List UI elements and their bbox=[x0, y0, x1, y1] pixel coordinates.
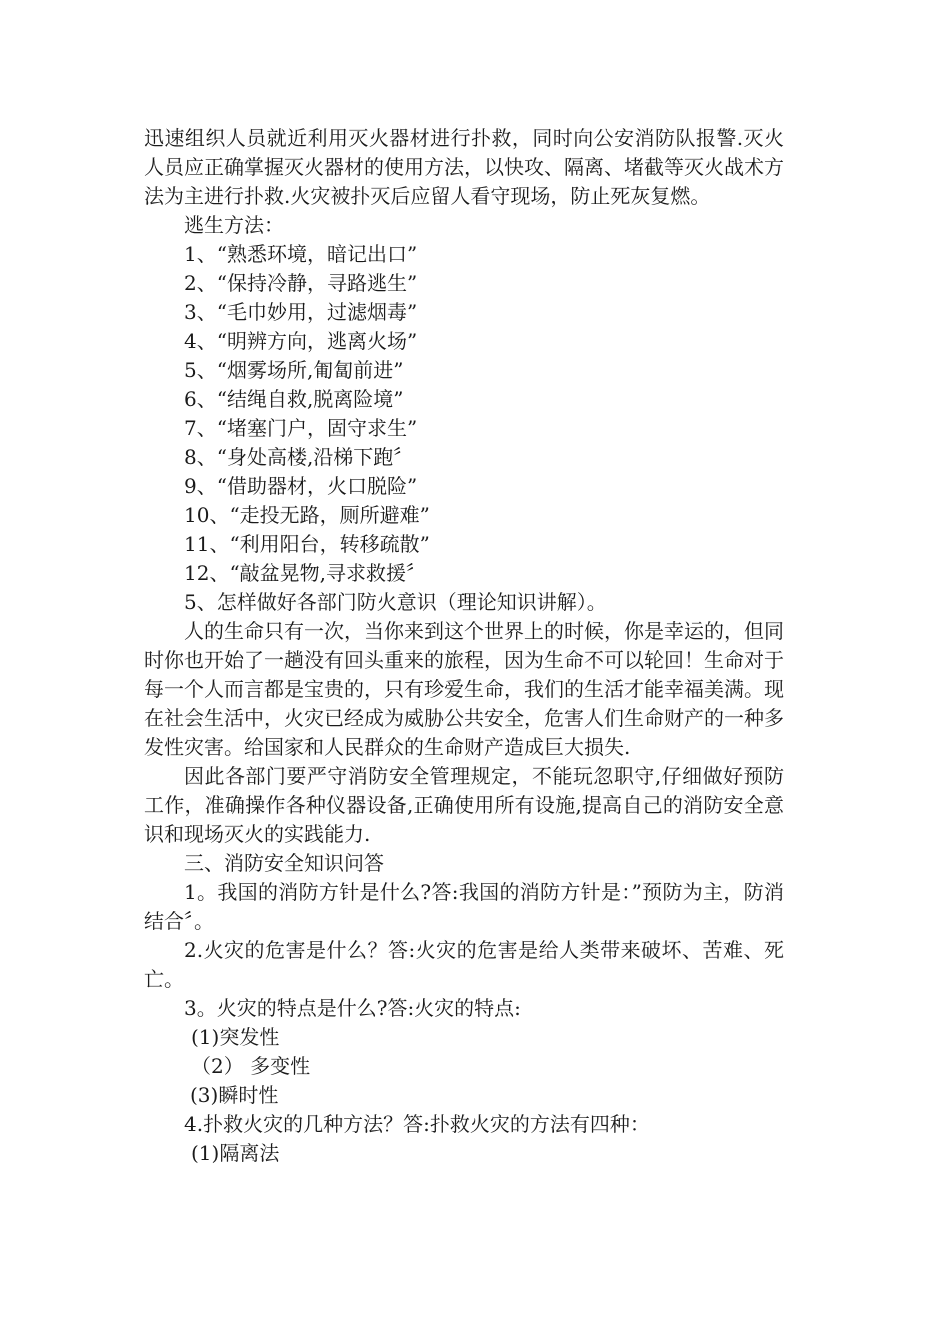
paragraph-life: 人的生命只有一次，当你来到这个世界上的时候，你是幸运的，但同时你也开始了一趟没有回头重来的旅程，因为生命不可以轮回！生命对于每一个人而言都是宝贵的，只有珍爱生命，我们的生活才能幸福美满。现在社会生活中，火灾已经成为威胁公共安全，危害人们生命财产的一种多发性灾害。给国家和人民群众的生命财产造成巨大损失. bbox=[144, 619, 784, 759]
qa-sub-item: (1)突发性 bbox=[191, 1025, 280, 1049]
document-body bbox=[144, 124, 784, 1168]
list-item: 9、“借助器材，火口脱险” bbox=[184, 474, 418, 498]
list-item: 3、“毛巾妙用，过滤烟毒” bbox=[184, 300, 418, 324]
section-heading-qa: 三、消防安全知识问答 bbox=[184, 851, 384, 875]
list-item: 2、“保持冷静，寻路逃生” bbox=[184, 271, 418, 295]
qa-item: 4.扑救火灾的几种方法？答:扑救火灾的方法有四种： bbox=[184, 1112, 650, 1136]
list-item: 8、“身处高楼,沿梯下跑〞 bbox=[184, 445, 414, 469]
qa-sub-item: (3)瞬时性 bbox=[190, 1083, 279, 1107]
list-item: 6、“结绳自救,脱离险境” bbox=[184, 387, 404, 411]
paragraph-fire-fighting: 迅速组织人员就近利用灭火器材进行扑救，同时向公安消防队报警.灭火人员应正确掌握灭火器材的使用方法，以快攻、隔离、堵截等灭火战术方法为主进行扑救.火灾被扑灭后应留人看守现场，防止死灰复燃。 bbox=[144, 126, 784, 208]
qa-sub-item: (1)隔离法 bbox=[191, 1141, 280, 1165]
list-item: 1、“熟悉环境，暗记出口” bbox=[184, 242, 418, 266]
list-item: 4、“明辨方向，逃离火场” bbox=[184, 329, 418, 353]
paragraph-departments: 因此各部门要严守消防安全管理规定，不能玩忽职守,仔细做好预防工作，准确操作各种仪器设备,正确使用所有设施,提高自己的消防安全意识和现场灭火的实践能力. bbox=[144, 764, 784, 846]
list-item: 5、“烟雾场所,匍匐前进” bbox=[184, 358, 404, 382]
qa-item: 2.火灾的危害是什么？答:火灾的危害是给人类带来破坏、苦难、死亡。 bbox=[144, 938, 784, 991]
heading-escape-methods: 逃生方法： bbox=[184, 213, 284, 237]
list-item: 7、“堵塞门户，固守求生” bbox=[184, 416, 418, 440]
list-item: 12、“敲盆晃物,寻求救援〞 bbox=[184, 561, 427, 585]
qa-sub-item: （2） 多变性 bbox=[191, 1054, 311, 1078]
list-item: 10、“走投无路，厕所避难” bbox=[184, 503, 430, 527]
section-heading-fire-awareness: 5、怎样做好各部门防火意识（理论知识讲解）。 bbox=[184, 590, 607, 614]
list-item: 11、“利用阳台，转移疏散” bbox=[184, 532, 430, 556]
qa-item: 3。火灾的特点是什么?答:火灾的特点: bbox=[184, 996, 521, 1020]
qa-item: 1。我国的消防方针是什么?答:我国的消防方针是：”预防为主，防消结合〞。 bbox=[144, 880, 784, 933]
